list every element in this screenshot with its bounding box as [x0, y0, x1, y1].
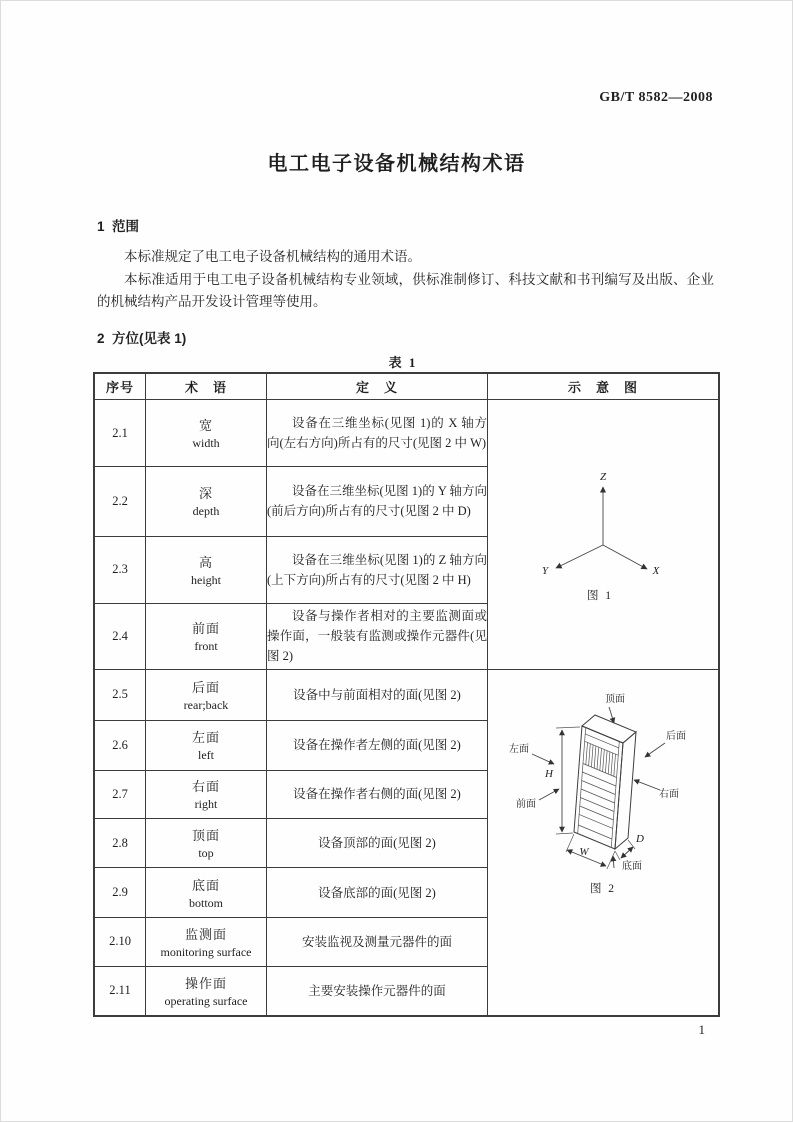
front-face-label: 前面: [516, 799, 536, 810]
row-no: 2.11: [94, 966, 146, 1016]
row-no: 2.4: [94, 603, 146, 669]
definition: 设备与操作者相对的主要监测面或操作面，一般装有监测或操作元器件(见图 2): [267, 603, 488, 669]
y-axis-label: Y: [541, 565, 549, 577]
definition: 设备在三维坐标(见图 1)的 X 轴方向(左右方向)所占有的尺寸(见图 2 中 W): [267, 400, 488, 467]
scope-paragraph-2: 本标准适用于电工电子设备机械结构专业领域，供标准制修订、科技文献和书刊编写及出版、企业的机械结构产品开发设计管理等使用。: [97, 271, 714, 309]
h-dim-tick-bottom: [556, 833, 573, 834]
definition: 主要安装操作元器件的面: [267, 966, 488, 1016]
left-face-label: 左面: [509, 744, 529, 755]
right-face-arrow: [634, 780, 660, 790]
bottom-face-arrow: [613, 856, 614, 868]
term-cn: 左面: [191, 730, 220, 746]
z-axis-label: Z: [599, 471, 607, 483]
term-en: left: [198, 748, 214, 763]
x-axis-label: X: [652, 565, 660, 577]
term-cn: 深: [198, 486, 213, 502]
term-en: height: [191, 572, 221, 587]
axes-diagram: [488, 400, 716, 664]
term-en: front: [194, 639, 218, 654]
term-cell: [146, 966, 267, 1016]
figure-2: [488, 670, 716, 1015]
table-row: [94, 670, 719, 721]
d-dim-line: [621, 847, 633, 858]
term-cell: [146, 603, 267, 669]
term-cn: 右面: [191, 779, 220, 795]
term-cell: [146, 670, 267, 721]
term-en: monitoring surface: [160, 944, 252, 959]
definition: 安装监视及测量元器件的面: [267, 917, 488, 966]
definition: 设备在操作者左侧的面(见图 2): [267, 720, 488, 770]
row-no: 2.3: [94, 536, 146, 603]
row-no: 2.2: [94, 467, 146, 536]
term-en: top: [198, 846, 214, 861]
term-en: depth: [192, 504, 220, 519]
term-cn: 前面: [191, 621, 220, 637]
standard-number: GB/T 8582—2008: [599, 90, 713, 105]
definition: 设备在操作者右侧的面(见图 2): [267, 770, 488, 819]
term-cn: 后面: [191, 679, 220, 695]
term-cn: 监测面: [184, 926, 227, 942]
term-en: rear;back: [183, 697, 229, 712]
definition: 设备底部的面(见图 2): [267, 868, 488, 918]
terminology-table: [93, 372, 720, 1017]
definition: 设备中与前面相对的面(见图 2): [267, 670, 488, 721]
term-cn: 高: [198, 554, 213, 570]
d-dim-ext-back: [628, 840, 635, 849]
w-dim-ext-left: [566, 834, 574, 852]
row-no: 2.8: [94, 819, 146, 868]
figure-2-cell: [488, 670, 720, 1017]
y-axis: [556, 545, 603, 568]
section-2-heading: 2 方位(见表 1): [97, 331, 187, 346]
term-cn: 操作面: [184, 975, 227, 991]
term-cn: 宽: [198, 418, 213, 434]
figure-2-caption: 图 2: [589, 883, 617, 895]
term-cell: [146, 720, 267, 770]
definition: 设备顶部的面(见图 2): [267, 819, 488, 868]
top-face-label: 顶面: [605, 694, 625, 705]
row-no: 2.6: [94, 720, 146, 770]
term-cell: [146, 819, 267, 868]
table-row: [94, 400, 719, 467]
bottom-face-label: 底面: [622, 861, 642, 872]
right-face-label: 右面: [659, 789, 679, 800]
row-no: 2.7: [94, 770, 146, 819]
term-cell: [146, 770, 267, 819]
figure-1-caption: 图 1: [586, 590, 614, 602]
row-no: 2.10: [94, 917, 146, 966]
term-en: right: [194, 797, 218, 812]
scope-paragraph-1: 本标准规定了电工电子设备机械结构的通用术语。: [124, 249, 421, 264]
d-dim-ext-front: [615, 851, 620, 860]
term-cell: [146, 467, 267, 536]
page-number: 1: [698, 1022, 705, 1037]
figure-1-cell: [488, 400, 720, 670]
term-en: width: [192, 436, 220, 451]
header-no: 序号: [94, 373, 146, 400]
definition: 设备在三维坐标(见图 1)的 Z 轴方向(上下方向)所占有的尺寸(见图 2 中 H): [267, 536, 488, 603]
left-face-arrow: [532, 754, 554, 764]
table-header-row: [94, 373, 719, 400]
dim-w-label: W: [579, 846, 589, 858]
rear-face-label: 后面: [666, 731, 686, 742]
cabinet-right-face: [615, 732, 636, 849]
dim-d-label: D: [636, 833, 644, 845]
definition: 设备在三维坐标(见图 1)的 Y 轴方向(前后方向)所占有的尺寸(见图 2 中 D): [267, 467, 488, 536]
row-no: 2.5: [94, 670, 146, 721]
term-en: operating surface: [164, 993, 248, 1008]
x-axis: [603, 545, 647, 569]
term-cn: 底面: [191, 877, 220, 893]
header-def: 定 义: [267, 373, 488, 400]
section-1-heading: 1 范围: [97, 219, 140, 234]
term-en: bottom: [188, 895, 223, 910]
scope-text: [97, 246, 714, 314]
dim-h-label: H: [545, 768, 553, 780]
row-no: 2.1: [94, 400, 146, 467]
header-term: 术 语: [146, 373, 267, 400]
term-cell: [146, 917, 267, 966]
header-diagram: 示 意 图: [488, 373, 720, 400]
front-face-arrow: [539, 789, 559, 800]
rear-face-arrow: [645, 743, 665, 757]
page-title: 电工电子设备机械结构术语: [267, 153, 526, 175]
row-no: 2.9: [94, 868, 146, 918]
cabinet-diagram: [488, 670, 716, 1010]
term-cell: [146, 536, 267, 603]
h-dim-tick-top: [556, 727, 580, 728]
figure-1: [488, 400, 716, 669]
term-cell: [146, 868, 267, 918]
term-cell: [146, 400, 267, 467]
table-caption: 表 1: [388, 355, 418, 370]
term-cn: 顶面: [191, 828, 220, 844]
